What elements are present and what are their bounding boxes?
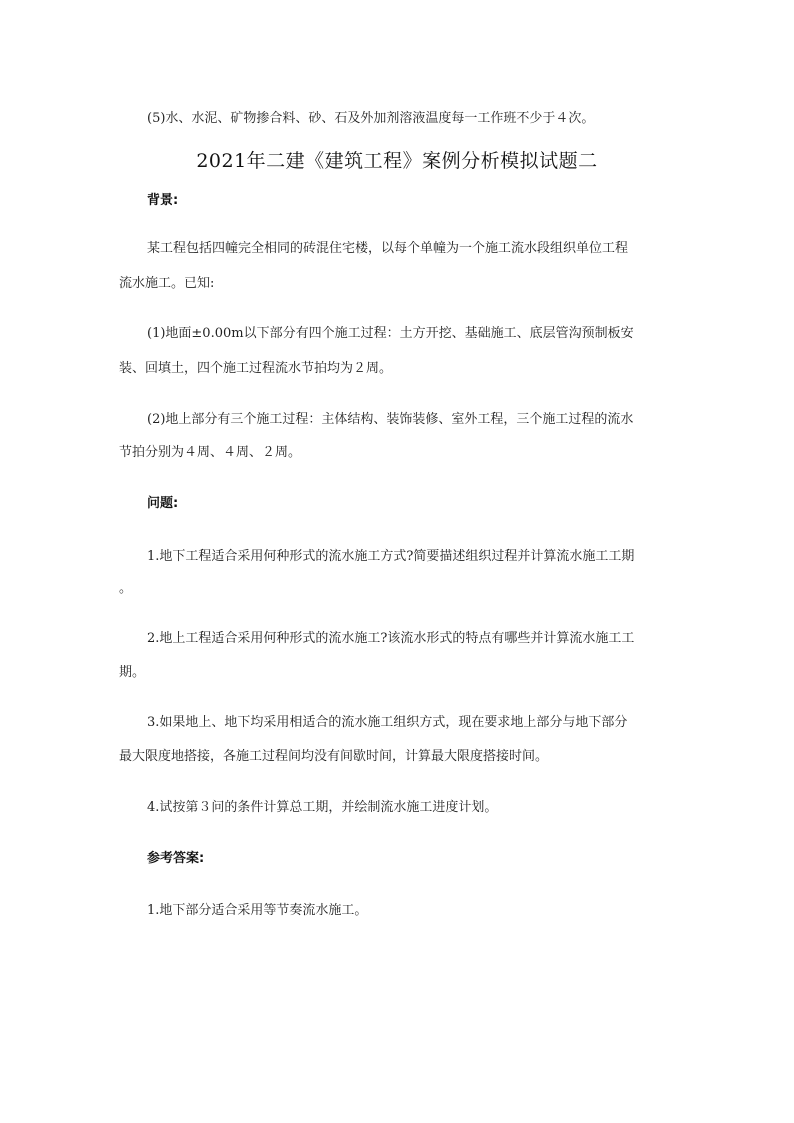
question-1-line-2: 。 — [119, 581, 133, 596]
question-3-line-2: 最大限度地搭接，各施工过程间均没有间歇时间，计算最大限度搭接时间。 — [119, 749, 549, 764]
answers-heading: 参考答案: — [147, 851, 205, 866]
question-1-line-1: 1.地下工程适合采用何种形式的流水施工方式?简要描述组织过程并计算流水施工工期 — [147, 549, 635, 564]
background-item-2-line-2: 节拍分别为４周、４周、２周。 — [119, 445, 302, 460]
question-3-line-1: 3.如果地上、地下均采用相适合的流水施工组织方式，现在要求地上部分与地下部分 — [147, 715, 628, 730]
intro-item-5: (5)水、水泥、矿物掺合料、砂、石及外加剂溶液温度每一工作班不少于４次。 — [147, 111, 595, 126]
question-4: 4.试按第３问的条件计算总工期，并绘制流水施工进度计划。 — [147, 800, 498, 815]
answer-1: 1.地下部分适合采用等节奏流水施工。 — [147, 903, 368, 918]
question-2-line-1: 2.地上工程适合采用何种形式的流水施工?该流水形式的特点有哪些并计算流水施工工 — [147, 631, 635, 646]
background-heading: 背景: — [147, 193, 179, 208]
background-paragraph-1-line-2: 流水施工。已知: — [119, 276, 215, 291]
background-item-1-line-1: (1)地面±0.00m以下部分有四个施工过程：土方开挖、基础施工、底层管沟预制板安 — [147, 326, 634, 341]
question-2-line-2: 期。 — [119, 665, 146, 680]
background-item-1-line-2: 装、回填土，四个施工过程流水节拍均为２周。 — [119, 361, 393, 376]
document-title: 2021年二建《建筑工程》案例分析模拟试题二 — [196, 150, 598, 172]
background-paragraph-1-line-1: 某工程包括四幢完全相同的砖混住宅楼，以每个单幢为一个施工流水段组织单位工程 — [147, 241, 629, 256]
background-item-2-line-1: (2)地上部分有三个施工过程：主体结构、装饰装修、室外工程，三个施工过程的流水 — [147, 412, 634, 427]
questions-heading: 问题: — [147, 496, 179, 511]
